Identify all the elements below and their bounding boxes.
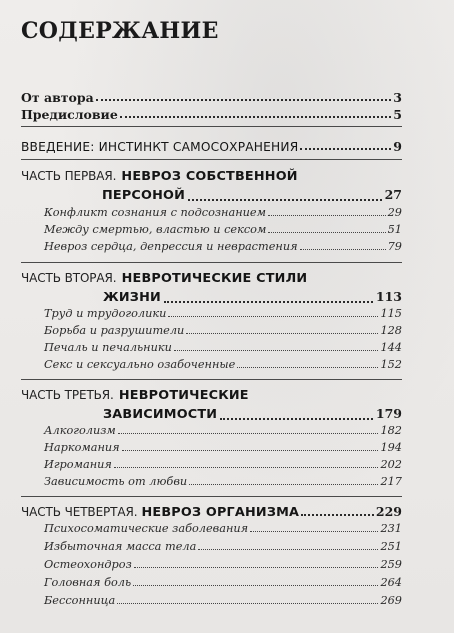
chapter-page: 231 (380, 522, 402, 535)
chapter-label: Невроз сердца, депрессия и неврастения (44, 240, 298, 253)
toc-chapter[interactable] (44, 475, 402, 488)
chapter-page: 264 (380, 576, 402, 589)
toc-entry-label: От автора (21, 90, 94, 105)
chapter-page: 29 (387, 206, 402, 219)
leader-dots (122, 450, 379, 451)
page-title: СОДЕРЖАНИЕ (21, 18, 219, 44)
leader-dots (174, 350, 379, 351)
part-title: НЕВРОТИЧЕСКИЕ СТИЛИ (121, 271, 308, 286)
part-page: 229 (375, 504, 402, 519)
leader-dots (186, 333, 378, 334)
chapter-label: Наркомания (44, 441, 120, 454)
chapter-label: Головная боль (44, 576, 132, 589)
chapter-label: Зависимость от любви (44, 475, 188, 488)
leader-dots (250, 531, 378, 532)
toc-chapter[interactable] (44, 441, 402, 454)
toc-entry-introduction[interactable] (21, 139, 402, 154)
chapter-label: Игромания (44, 458, 112, 471)
chapter-page: 51 (387, 223, 402, 236)
chapter-page: 202 (380, 458, 402, 471)
toc-part-1[interactable] (21, 166, 402, 205)
toc-part-3[interactable] (21, 385, 402, 424)
toc-part-2[interactable] (21, 268, 402, 307)
part-title-cont: ЗАВИСИМОСТИ (103, 407, 218, 422)
toc-chapter[interactable] (44, 358, 402, 371)
chapter-page: 217 (380, 475, 402, 488)
leader-dots (118, 433, 379, 434)
part-title-cont: ЖИЗНИ (103, 290, 161, 305)
leader-dots (188, 199, 382, 201)
leader-dots (168, 316, 378, 317)
chapter-page: 152 (380, 358, 402, 371)
leader-dots (268, 232, 385, 233)
toc-chapter[interactable] (44, 522, 402, 535)
chapter-label: Борьба и разрушители (44, 324, 185, 337)
chapter-page: 251 (380, 540, 402, 553)
toc-entry-page: 3 (393, 90, 402, 105)
chapter-page: 144 (380, 341, 402, 354)
leader-dots (96, 99, 392, 101)
chapter-label: Конфликт сознания с подсознанием (44, 206, 266, 219)
toc-chapter[interactable] (44, 558, 402, 571)
leader-dots (134, 567, 379, 568)
chapter-label: Остеохондроз (44, 558, 132, 571)
toc-entry-page: 5 (393, 107, 402, 122)
part-title-cont: ПЕРСОНОЙ (102, 188, 185, 203)
leader-dots (133, 585, 378, 586)
part-prefix: ЧАСТЬ ПЕРВАЯ. (21, 169, 117, 183)
chapter-page: 79 (387, 240, 402, 253)
chapter-label: Труд и трудоголики (44, 307, 167, 320)
chapter-page: 115 (380, 307, 402, 320)
leader-dots (114, 467, 379, 468)
toc-chapter[interactable] (44, 540, 402, 553)
part-page: 27 (384, 187, 402, 202)
part-prefix: ЧАСТЬ ВТОРАЯ. (21, 271, 117, 285)
part-page: 113 (375, 289, 402, 304)
toc-entry-label: Предисловие (21, 107, 118, 122)
leader-dots (120, 116, 392, 118)
toc-entry-label: ВВЕДЕНИЕ: ИНСТИНКТ САМОСОХРАНЕНИЯ (21, 140, 299, 154)
leader-dots (164, 301, 373, 303)
leader-dots (117, 603, 378, 604)
toc-chapter[interactable] (44, 206, 402, 219)
toc-chapter[interactable] (44, 223, 402, 236)
leader-dots (268, 215, 386, 216)
divider (21, 262, 402, 263)
part-prefix: ЧАСТЬ ЧЕТВЕРТАЯ. (21, 505, 138, 519)
leader-dots (300, 249, 386, 250)
leader-dots (189, 484, 378, 485)
leader-dots (198, 549, 378, 550)
chapter-label: Алкоголизм (44, 424, 116, 437)
chapter-label: Бессонница (44, 594, 116, 607)
chapter-label: Между смертью, властью и сексом (44, 223, 267, 236)
leader-dots (220, 418, 373, 420)
leader-dots (301, 514, 374, 516)
divider (21, 379, 402, 380)
part-title: НЕВРОЗ ОРГАНИЗМА (141, 505, 300, 520)
chapter-page: 194 (380, 441, 402, 454)
chapter-page: 182 (380, 424, 402, 437)
chapter-page: 128 (380, 324, 402, 337)
toc-chapter[interactable] (44, 240, 402, 253)
toc-chapter[interactable] (44, 324, 402, 337)
toc-chapter[interactable] (44, 424, 402, 437)
divider (21, 496, 402, 497)
toc-chapter[interactable] (44, 307, 402, 320)
toc-chapter[interactable] (44, 458, 402, 471)
toc-entry-page: 9 (393, 139, 402, 154)
chapter-label: Печаль и печальники (44, 341, 172, 354)
toc-chapter[interactable] (44, 576, 402, 589)
toc-entry-preface[interactable] (21, 107, 402, 122)
part-prefix: ЧАСТЬ ТРЕТЬЯ. (21, 388, 114, 402)
divider (21, 159, 402, 160)
chapter-label: Психосоматические заболевания (44, 522, 249, 535)
toc-chapter[interactable] (44, 341, 402, 354)
chapter-label: Избыточная масса тела (44, 540, 197, 553)
toc-entry-from-author[interactable] (21, 90, 402, 105)
part-title: НЕВРОЗ СОБСТВЕННОЙ (121, 169, 298, 184)
toc-part-4[interactable] (21, 504, 402, 520)
chapter-label: Секс и сексуально озабоченные (44, 358, 236, 371)
leader-dots (300, 148, 391, 150)
divider (21, 126, 402, 127)
leader-dots (237, 367, 378, 368)
toc-chapter[interactable] (44, 594, 402, 607)
chapter-page: 259 (380, 558, 402, 571)
part-page: 179 (375, 406, 402, 421)
chapter-page: 269 (380, 594, 402, 607)
part-title: НЕВРОТИЧЕСКИЕ (118, 388, 249, 403)
